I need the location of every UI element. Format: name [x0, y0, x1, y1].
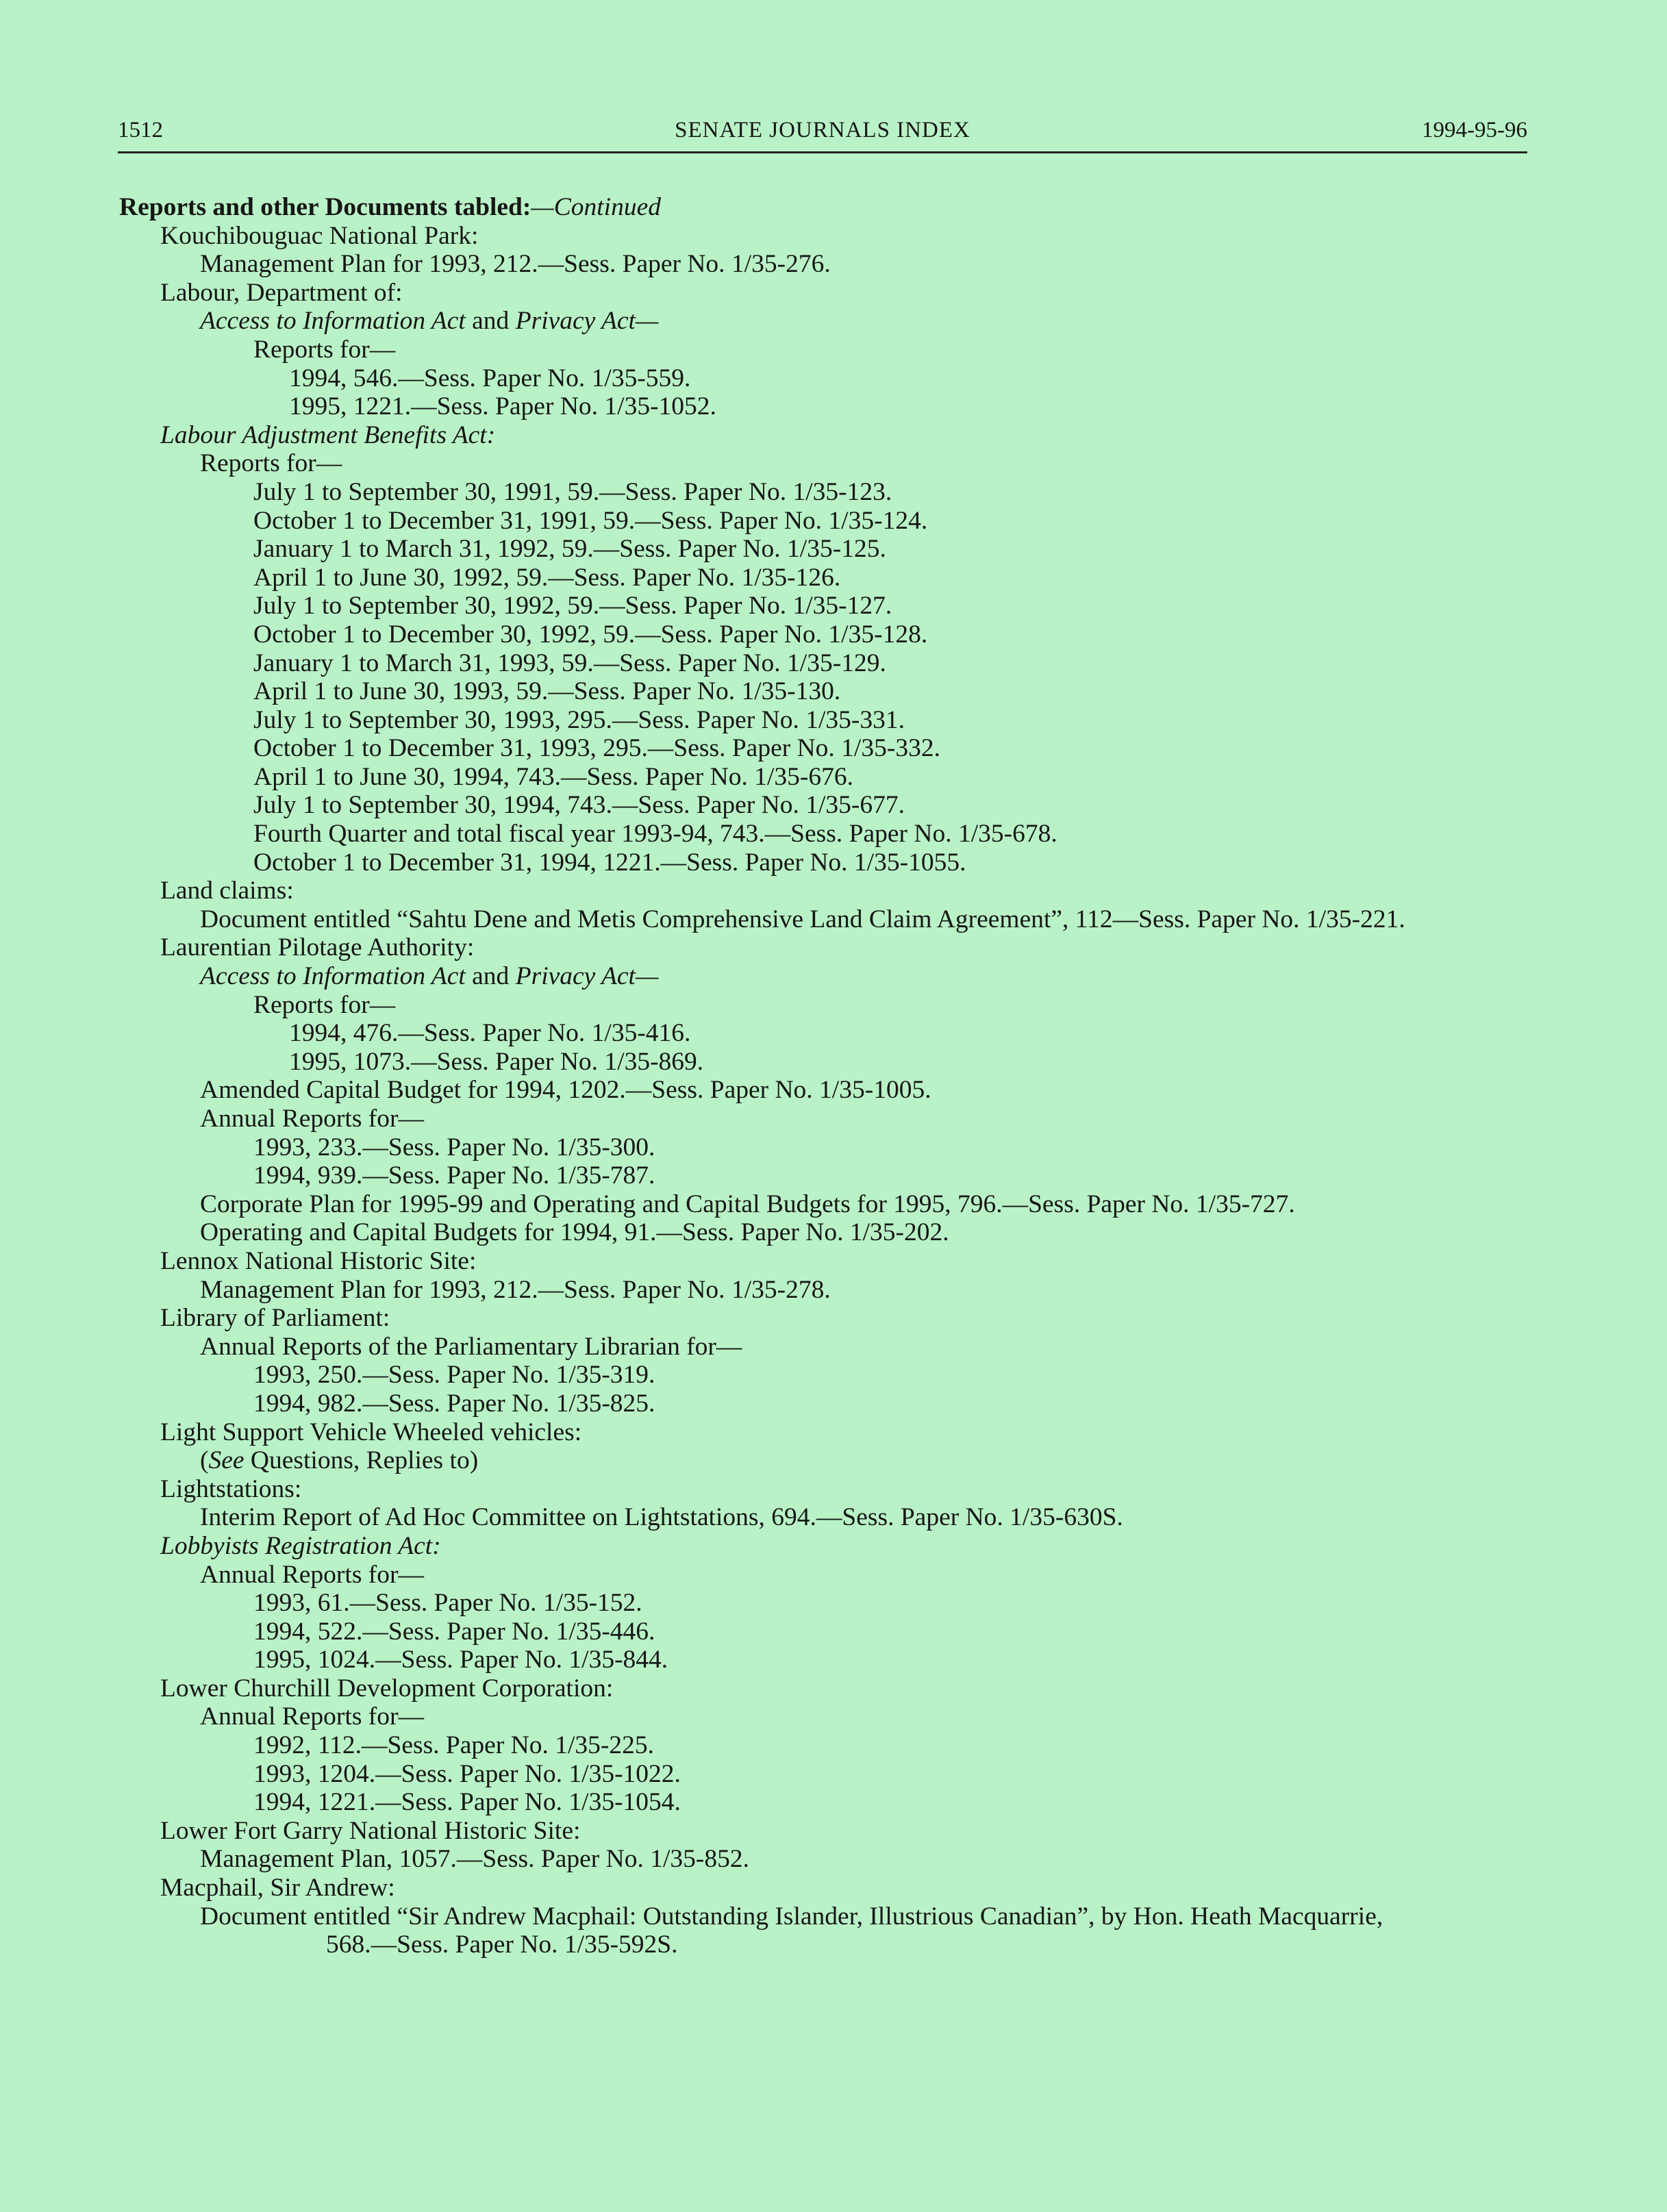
- index-item: 1994, 476.—Sess. Paper No. 1/35-416.: [289, 1019, 691, 1048]
- index-item: 1993, 233.—Sess. Paper No. 1/35-300.: [253, 1133, 655, 1161]
- index-continuation: 568.—Sess. Paper No. 1/35-592S.: [326, 1931, 678, 1959]
- index-subentry: Annual Reports for—: [200, 1560, 425, 1589]
- index-item: July 1 to September 30, 1991, 59.—Sess. Paper No. 1/35-123.: [253, 477, 892, 506]
- index-item: 1994, 939.—Sess. Paper No. 1/35-787.: [253, 1161, 655, 1190]
- index-subentry: Amended Capital Budget for 1994, 1202.—Sess. Paper No. 1/35-1005.: [200, 1076, 931, 1105]
- index-item: 1995, 1073.—Sess. Paper No. 1/35-869.: [289, 1047, 704, 1076]
- index-subentry: Reports for—: [253, 990, 396, 1019]
- index-subentry: Management Plan, 1057.—Sess. Paper No. 1/35-852.: [200, 1845, 749, 1874]
- page-header: [118, 115, 1527, 152]
- index-entry: Lobbyists Registration Act:: [160, 1531, 441, 1560]
- index-subentry: Reports for—: [200, 449, 342, 478]
- index-subentry: Reports for—: [253, 335, 396, 364]
- index-entry: Labour, Department of:: [160, 278, 403, 307]
- index-entry: Land claims:: [160, 877, 294, 905]
- index-item: January 1 to March 31, 1993, 59.—Sess. Paper No. 1/35-129.: [253, 649, 886, 677]
- index-subentry: Annual Reports for—: [200, 1702, 425, 1731]
- index-item: October 1 to December 31, 1991, 59.—Sess. Paper No. 1/35-124.: [253, 506, 928, 535]
- index-item: April 1 to June 30, 1992, 59.—Sess. Paper No. 1/35-126.: [253, 563, 841, 592]
- section-heading: Reports and other Documents tabled:—Continued: [119, 193, 661, 221]
- index-item: October 1 to December 30, 1992, 59.—Sess. Paper No. 1/35-128.: [253, 620, 928, 649]
- index-subentry: Annual Reports of the Parliamentary Librarian for—: [200, 1332, 742, 1361]
- index-item: 1993, 61.—Sess. Paper No. 1/35-152.: [253, 1589, 642, 1618]
- index-item: 1995, 1221.—Sess. Paper No. 1/35-1052.: [289, 392, 716, 421]
- index-subentry: Access to Information Act and Privacy Act—: [200, 307, 659, 336]
- index-item: 1992, 112.—Sess. Paper No. 1/35-225.: [253, 1731, 655, 1760]
- index-item: October 1 to December 31, 1993, 295.—Sess. Paper No. 1/35-332.: [253, 734, 940, 763]
- index-item: Fourth Quarter and total fiscal year 1993-94, 743.—Sess. Paper No. 1/35-678.: [253, 820, 1057, 849]
- index-item: 1994, 546.—Sess. Paper No. 1/35-559.: [289, 364, 691, 392]
- session-years: 1994-95-96: [1422, 118, 1527, 142]
- cross-reference: (See Questions, Replies to): [200, 1446, 479, 1475]
- index-item: July 1 to September 30, 1994, 743.—Sess. Paper No. 1/35-677.: [253, 791, 905, 820]
- index-entry: Lennox National Historic Site:: [160, 1246, 477, 1275]
- index-entry: Laurentian Pilotage Authority:: [160, 933, 475, 962]
- index-subentry: Access to Information Act and Privacy Act—: [200, 962, 659, 991]
- index-subentry: Management Plan for 1993, 212.—Sess. Paper No. 1/35-276.: [200, 250, 831, 279]
- index-item: 1993, 1204.—Sess. Paper No. 1/35-1022.: [253, 1759, 681, 1788]
- index-item: 1994, 982.—Sess. Paper No. 1/35-825.: [253, 1389, 655, 1418]
- index-item: 1995, 1024.—Sess. Paper No. 1/35-844.: [253, 1646, 668, 1674]
- index-item: January 1 to March 31, 1992, 59.—Sess. Paper No. 1/35-125.: [253, 535, 886, 564]
- index-body: [119, 193, 1544, 1959]
- index-subentry: Document entitled “Sir Andrew Macphail: Outstanding Islander, Illustrious Canadian”, by Hon. Heath Macquarrie,: [200, 1902, 1383, 1931]
- index-item: April 1 to June 30, 1994, 743.—Sess. Paper No. 1/35-676.: [253, 762, 853, 791]
- index-subentry: Labour Adjustment Benefits Act:: [160, 420, 496, 449]
- index-entry: Lightstations:: [160, 1474, 302, 1503]
- index-entry: Lower Fort Garry National Historic Site:: [160, 1816, 581, 1845]
- index-subentry: Corporate Plan for 1995-99 and Operating and Capital Budgets for 1995, 796.—Sess. Paper No. 1/35-727.: [200, 1190, 1295, 1218]
- index-item: July 1 to September 30, 1993, 295.—Sess. Paper No. 1/35-331.: [253, 705, 905, 734]
- page-number: 1512: [118, 118, 163, 142]
- index-subentry: Operating and Capital Budgets for 1994, 91.—Sess. Paper No. 1/35-202.: [200, 1218, 949, 1247]
- index-item: 1994, 522.—Sess. Paper No. 1/35-446.: [253, 1617, 655, 1646]
- index-subentry: Document entitled “Sahtu Dene and Metis Comprehensive Land Claim Agreement”, 112—Sess. Paper No. 1/35-221.: [200, 905, 1405, 933]
- running-title: SENATE JOURNALS INDEX: [675, 118, 970, 142]
- index-entry: Light Support Vehicle Wheeled vehicles:: [160, 1418, 582, 1446]
- index-item: April 1 to June 30, 1993, 59.—Sess. Paper No. 1/35-130.: [253, 677, 841, 706]
- index-subentry: Interim Report of Ad Hoc Committee on Lightstations, 694.—Sess. Paper No. 1/35-630S.: [200, 1503, 1123, 1532]
- index-item: 1993, 250.—Sess. Paper No. 1/35-319.: [253, 1361, 655, 1390]
- index-item: July 1 to September 30, 1992, 59.—Sess. Paper No. 1/35-127.: [253, 592, 892, 620]
- header-rule: [118, 151, 1527, 153]
- index-entry: Kouchibouguac National Park:: [160, 221, 479, 250]
- index-entry: Lower Churchill Development Corporation:: [160, 1674, 614, 1702]
- index-entry: Library of Parliament:: [160, 1304, 390, 1333]
- index-item: 1994, 1221.—Sess. Paper No. 1/35-1054.: [253, 1788, 681, 1817]
- index-item: October 1 to December 31, 1994, 1221.—Sess. Paper No. 1/35-1055.: [253, 848, 966, 877]
- index-subentry: Annual Reports for—: [200, 1105, 425, 1133]
- index-entry: Macphail, Sir Andrew:: [160, 1874, 395, 1902]
- index-subentry: Management Plan for 1993, 212.—Sess. Paper No. 1/35-278.: [200, 1275, 831, 1304]
